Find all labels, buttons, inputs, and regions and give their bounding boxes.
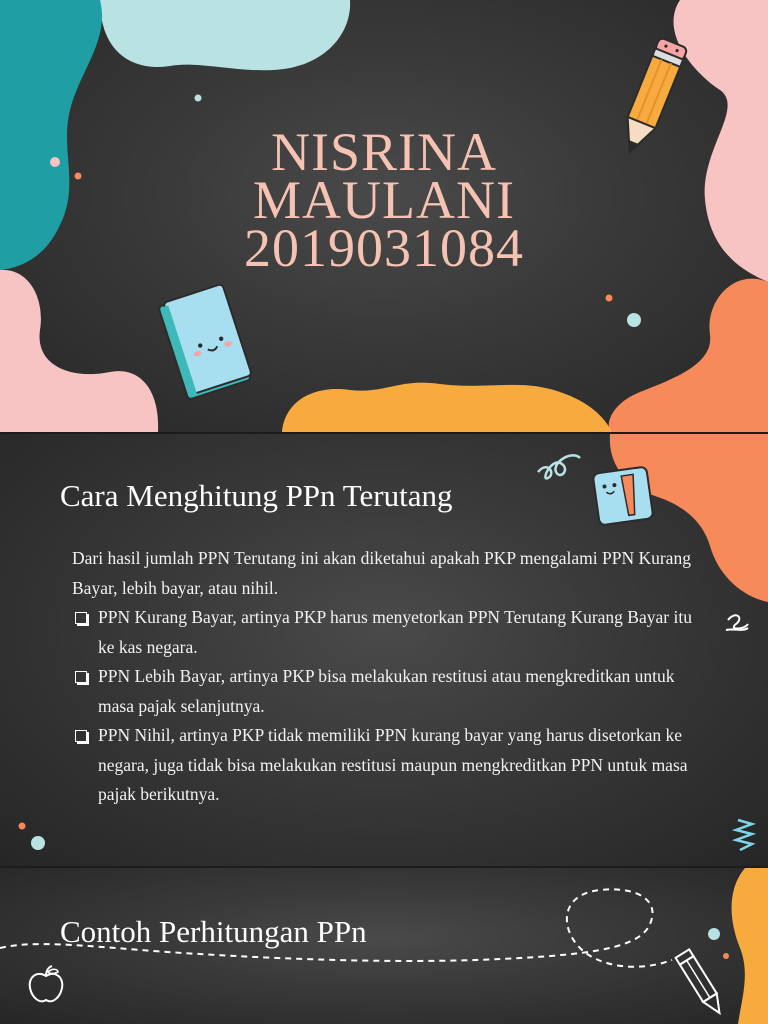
- apple-icon: [26, 964, 66, 1006]
- title-slide: [0, 0, 768, 432]
- book-icon: [150, 282, 260, 407]
- content-slide: [0, 434, 768, 866]
- content-body: [72, 544, 712, 810]
- checkbox-bullet-icon: [75, 671, 87, 683]
- section-heading: Cara Menghitung PPn Terutang: [60, 478, 453, 513]
- bullet-text: PPN Kurang Bayar, artinya PKP harus menyetorkan PPN Terutang Kurang Bayar itu ke kas negara.: [98, 607, 692, 657]
- list-item: [72, 721, 712, 810]
- bullet-list: [72, 603, 712, 810]
- list-item: [72, 603, 712, 662]
- bullet-text: PPN Nihil, artinya PKP tidak memiliki PPN kurang bayar yang harus disetorkan ke negara, juga tidak bisa melakukan restitusi maupun mengkreditkan PPN untuk masa pajak berikutnya.: [98, 725, 688, 804]
- title-line-name-last: MAULANI: [253, 170, 515, 230]
- content-slide: [0, 868, 768, 1024]
- checkbox-bullet-icon: [75, 730, 87, 742]
- intro-paragraph: Dari hasil jumlah PPN Terutang ini akan diketahui apakah PKP mengalami PPN Kurang Bayar, lebih bayar, atau nihil.: [72, 548, 691, 598]
- pencil-icon: [672, 946, 732, 1024]
- title-line-name-first: NISRINA: [270, 122, 497, 182]
- section-heading: Contoh Perhitungan PPn: [60, 914, 367, 949]
- title-line-student-id: 2019031084: [244, 218, 524, 278]
- sharpener-icon: [588, 460, 658, 532]
- list-item: [72, 662, 712, 721]
- checkbox-bullet-icon: [75, 612, 87, 624]
- presenter-title: [0, 122, 768, 278]
- bullet-text: PPN Lebih Bayar, artinya PKP bisa melakukan restitusi atau mengkreditkan untuk masa pajak selanjutnya.: [98, 666, 675, 716]
